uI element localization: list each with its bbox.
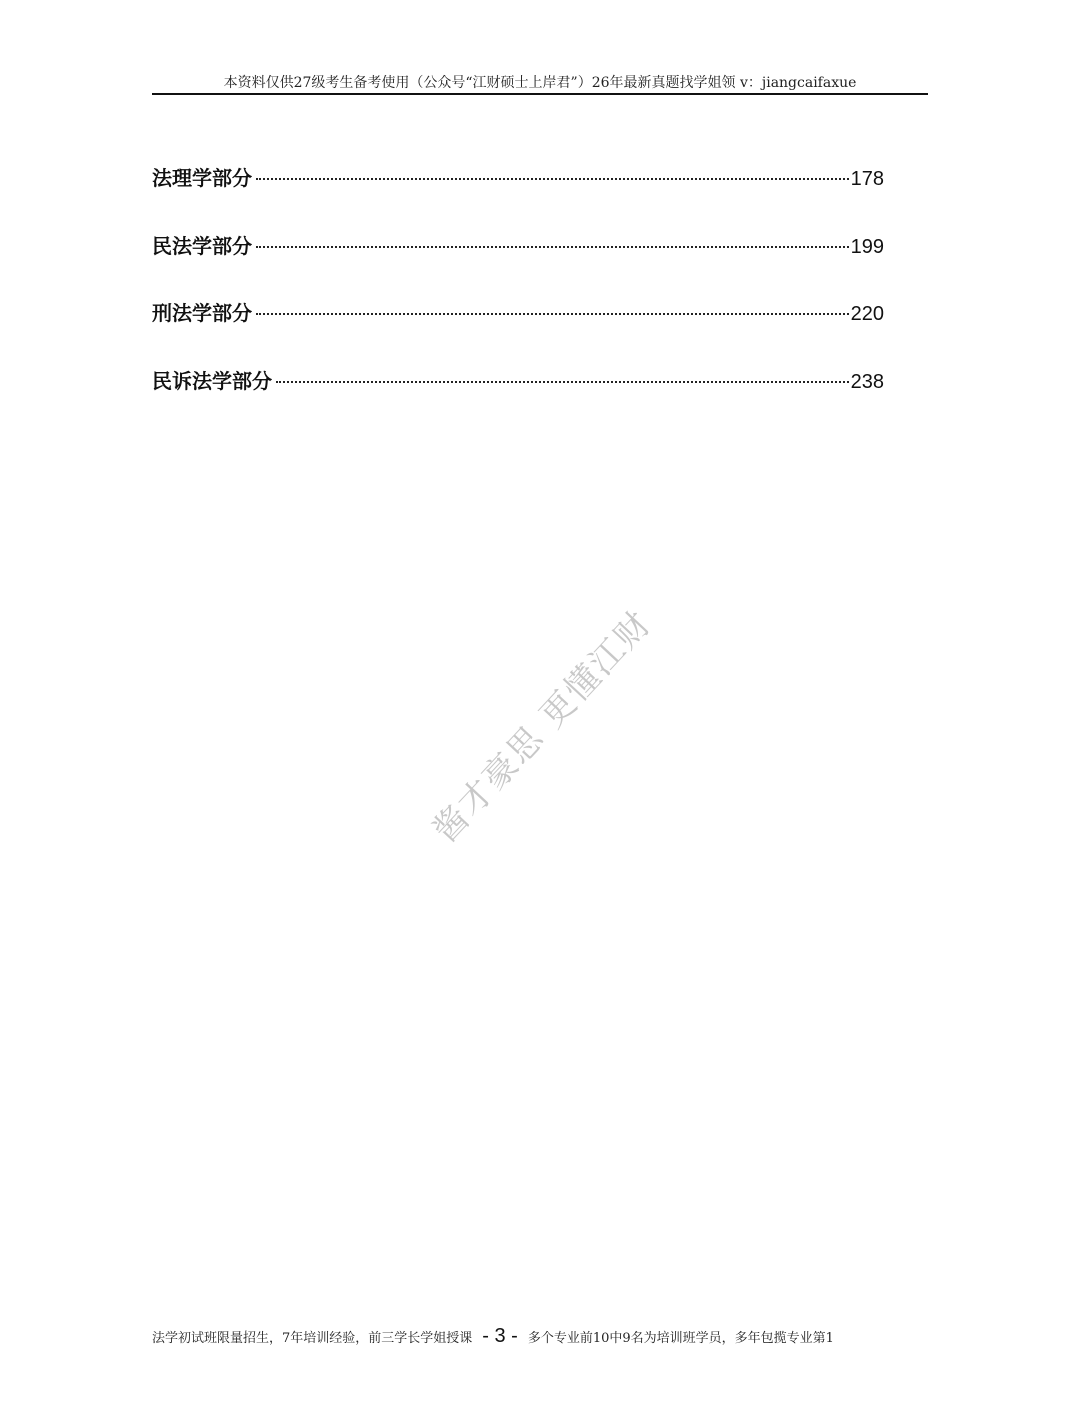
toc-entry-page: 178 [850, 168, 884, 190]
toc-entry-page: 199 [850, 235, 884, 258]
toc-entry-civil-law[interactable] [152, 228, 884, 264]
toc-leader-dots [256, 178, 849, 180]
footer-right-text: 多个专业前10中9名为培训班学员，多年包揽专业第1 [527, 1330, 834, 1346]
page-header: 本资料仅供27级考生备考使用（公众号“江财硕士上岸君”）26年最新真题找学姐领 v：jiangcaifaxue [223, 75, 857, 91]
toc-entry-title: 刑法学部分 [152, 301, 252, 325]
page-footer [152, 1322, 928, 1350]
toc-entry-criminal-law[interactable] [152, 295, 884, 331]
toc-entry-civil-procedure[interactable] [152, 363, 884, 399]
watermark: 酱才豪思 更懂江财 [425, 603, 660, 851]
toc-entry-title: 民诉法学部分 [152, 368, 272, 393]
footer-left-text: 法学初试班限量招生，7年培训经验，前三学长学姐授课 [152, 1330, 473, 1346]
toc-entry-jurisprudence[interactable] [152, 160, 884, 196]
table-of-contents [152, 160, 884, 430]
toc-entry-title: 法理学部分 [152, 166, 252, 190]
toc-leader-dots [276, 381, 849, 383]
toc-entry-page: 238 [850, 370, 884, 393]
toc-leader-dots [256, 313, 849, 315]
header-rule [152, 93, 928, 95]
toc-entry-page: 220 [850, 303, 884, 325]
toc-entry-title: 民法学部分 [152, 233, 252, 258]
toc-leader-dots [256, 246, 849, 248]
page-number: - 3 - [482, 1324, 518, 1347]
